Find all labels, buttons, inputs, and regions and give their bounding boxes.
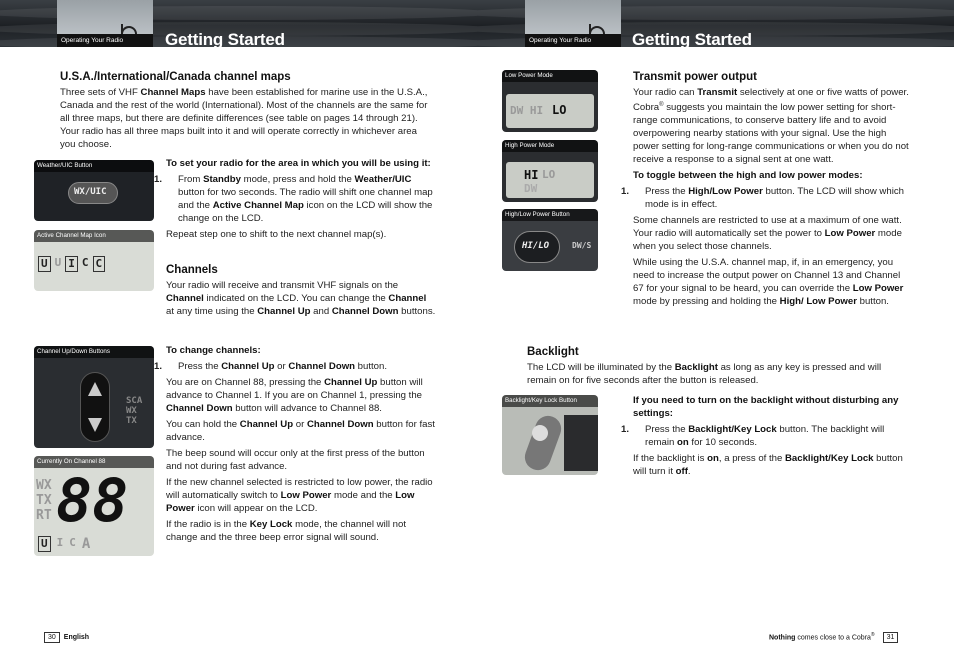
- channels-intro: Your radio will receive and transmit VHF signals on the Channel indicated on the LCD. You can change the Channel at any time using the Channel Up and Channel Down buttons.: [166, 280, 436, 317]
- section-tab: [525, 0, 621, 47]
- page-footer: [769, 632, 902, 643]
- footer-label: English: [63, 634, 90, 641]
- lcd-label: DW HI: [510, 104, 544, 117]
- page-title: Getting Started: [632, 30, 752, 47]
- page-title: Getting Started: [165, 30, 285, 47]
- lcd-label: RT: [36, 508, 52, 523]
- photo-caption: Channel Up/Down Buttons: [34, 346, 154, 358]
- map-letter: U: [54, 256, 62, 269]
- channel-up-icon: [88, 382, 102, 396]
- photo-caption: High/Low Power Button: [502, 209, 598, 221]
- photo-caption: Active Channel Map Icon: [34, 230, 154, 242]
- lcd-label: TX: [36, 493, 52, 508]
- photo-caption: High Power Mode: [502, 140, 598, 152]
- footer-tagline: comes close to a Cobra: [795, 634, 871, 642]
- map-letter: C: [93, 256, 106, 272]
- lcd-label: DW/S: [572, 241, 592, 250]
- map-letter: C: [81, 256, 89, 269]
- weather-uic-button: WX/UIC: [74, 187, 107, 197]
- lcd-label: LO: [542, 168, 556, 181]
- page-number: 30: [44, 632, 60, 643]
- channel-number-display: 88: [56, 466, 129, 536]
- map-icons: [38, 256, 150, 272]
- backlight-heading: Backlight: [527, 346, 579, 358]
- channel-maps-heading: U.S.A./International/Canada channel maps: [60, 71, 291, 83]
- set-area-instructions: To set your radio for the area in which you will be using it: 1. From Standby mode, press and hold the Weather/UIC button for two seconds. The radio will shift one channel map and the Active Channel Map icon on the LCD will show the change on the LCD. Repeat step one to shift to the next channel map(s).: [154, 158, 433, 240]
- channels-heading: Channels: [166, 264, 218, 276]
- page-footer: [44, 632, 89, 643]
- photo-caption: Currently On Channel 88: [34, 456, 154, 468]
- key-lock-icon: [532, 425, 548, 441]
- transmit-body: Your radio can Transmit selectively at one or five watts of power. Cobra® suggests you maintain the low power setting for short-range communications, to conserve battery life and to avoid overpowering nearby stations with your signal. Use the high power setting for long-range communications or when you do not receive a response to a signal sent at one watt. To toggle between the high and low power modes: 1. Press the High/Low Power button. The LCD will show which mode is in effect. Some channels are restricted to use at a maximum of one watt. Your radio will automatically set the power to Low Power mode when you select those channels. While using the U.S.A. channel map, if, in an emergency, you need to increase the output power on Channel 13 and Channel 67 for your signal to be heard, you can override the Low Power mode by pressing and holding the High/ Low Power button.: [621, 87, 909, 308]
- change-channels-instructions: To change channels: 1. Press the Channel Up or Channel Down button. You are on Channel 88, pressing the Channel Up button will advance to Channel 1. If you are on Channel 1, pressing the Channel Down button will advance to Channel 88. You can hold the Channel Up or Channel Down button for fast advance. The beep sound will occur only at the first press of the button and not during fast advance. If the new channel selected is restricted to low power, the radio will automatically switch to Low Power mode and the Low Power icon will appear on the LCD. If the radio is in the Key Lock mode, the channel will not change and the three beep error signal will sound.: [154, 345, 435, 543]
- channel-down-icon: [88, 418, 102, 432]
- page-number: 31: [883, 632, 899, 643]
- footer-tagline-bold: Nothing: [769, 634, 796, 642]
- lcd-label: DW: [524, 182, 538, 195]
- lcd-label: WX: [36, 478, 52, 493]
- hilo-button-photo: [502, 209, 598, 271]
- backlight-button-photo: [502, 395, 598, 475]
- photo-caption: Weather/UIC Button: [34, 160, 154, 172]
- hilo-button: HI/LO: [522, 241, 550, 251]
- section-tab-label: Operating Your Radio: [57, 34, 153, 47]
- lcd-label: SCA: [126, 396, 143, 406]
- weather-uic-photo: [34, 160, 154, 221]
- lcd-low-indicator: LO: [552, 103, 567, 117]
- lcd-icon: A: [81, 536, 91, 552]
- lcd-label: TX: [126, 416, 137, 426]
- page-banner: [477, 0, 954, 47]
- channel-updown-photo: [34, 346, 154, 448]
- map-letter: U: [38, 256, 51, 272]
- backlight-instructions: If you need to turn on the backlight without disturbing any settings: 1. Press the Backlight/Key Lock button. The backlight will remain on for 10 seconds. If the backlight is on, a press of the Backlight/Key Lock button will turn it off.: [621, 395, 903, 477]
- high-power-photo: [502, 140, 598, 202]
- backlight-intro: The LCD will be illuminated by the Backlight as long as any key is pressed and will remain on for five seconds after the button is released.: [527, 362, 882, 386]
- lcd-label: WX: [126, 406, 137, 416]
- footer-reg: ®: [870, 632, 875, 638]
- section-tab-label: Operating Your Radio: [525, 34, 621, 47]
- lcd-icon: I: [56, 536, 64, 549]
- map-letter: I: [65, 256, 78, 272]
- photo-caption: Backlight/Key Lock Button: [502, 395, 598, 407]
- channel-maps-intro: Three sets of VHF Channel Maps have been established for marine use in the U.S.A., Canada and the rest of the world (International). Most of the channels are the same for all three maps, but there are definite differences (see table on pages 14 through 21). Your radio has all three maps built into it and will operate correctly in whichever area you choose.: [60, 87, 428, 150]
- page-banner: [0, 0, 477, 47]
- channel-88-photo: [34, 456, 154, 556]
- active-map-photo: [34, 230, 154, 291]
- section-tab: [57, 0, 153, 47]
- photo-caption: Low Power Mode: [502, 70, 598, 82]
- lcd-icon: C: [69, 536, 76, 549]
- low-power-photo: [502, 70, 598, 132]
- right-page: [477, 0, 954, 668]
- lcd-icon: U: [38, 536, 51, 552]
- lcd-high-indicator: HI: [524, 168, 539, 182]
- transmit-heading: Transmit power output: [633, 71, 757, 83]
